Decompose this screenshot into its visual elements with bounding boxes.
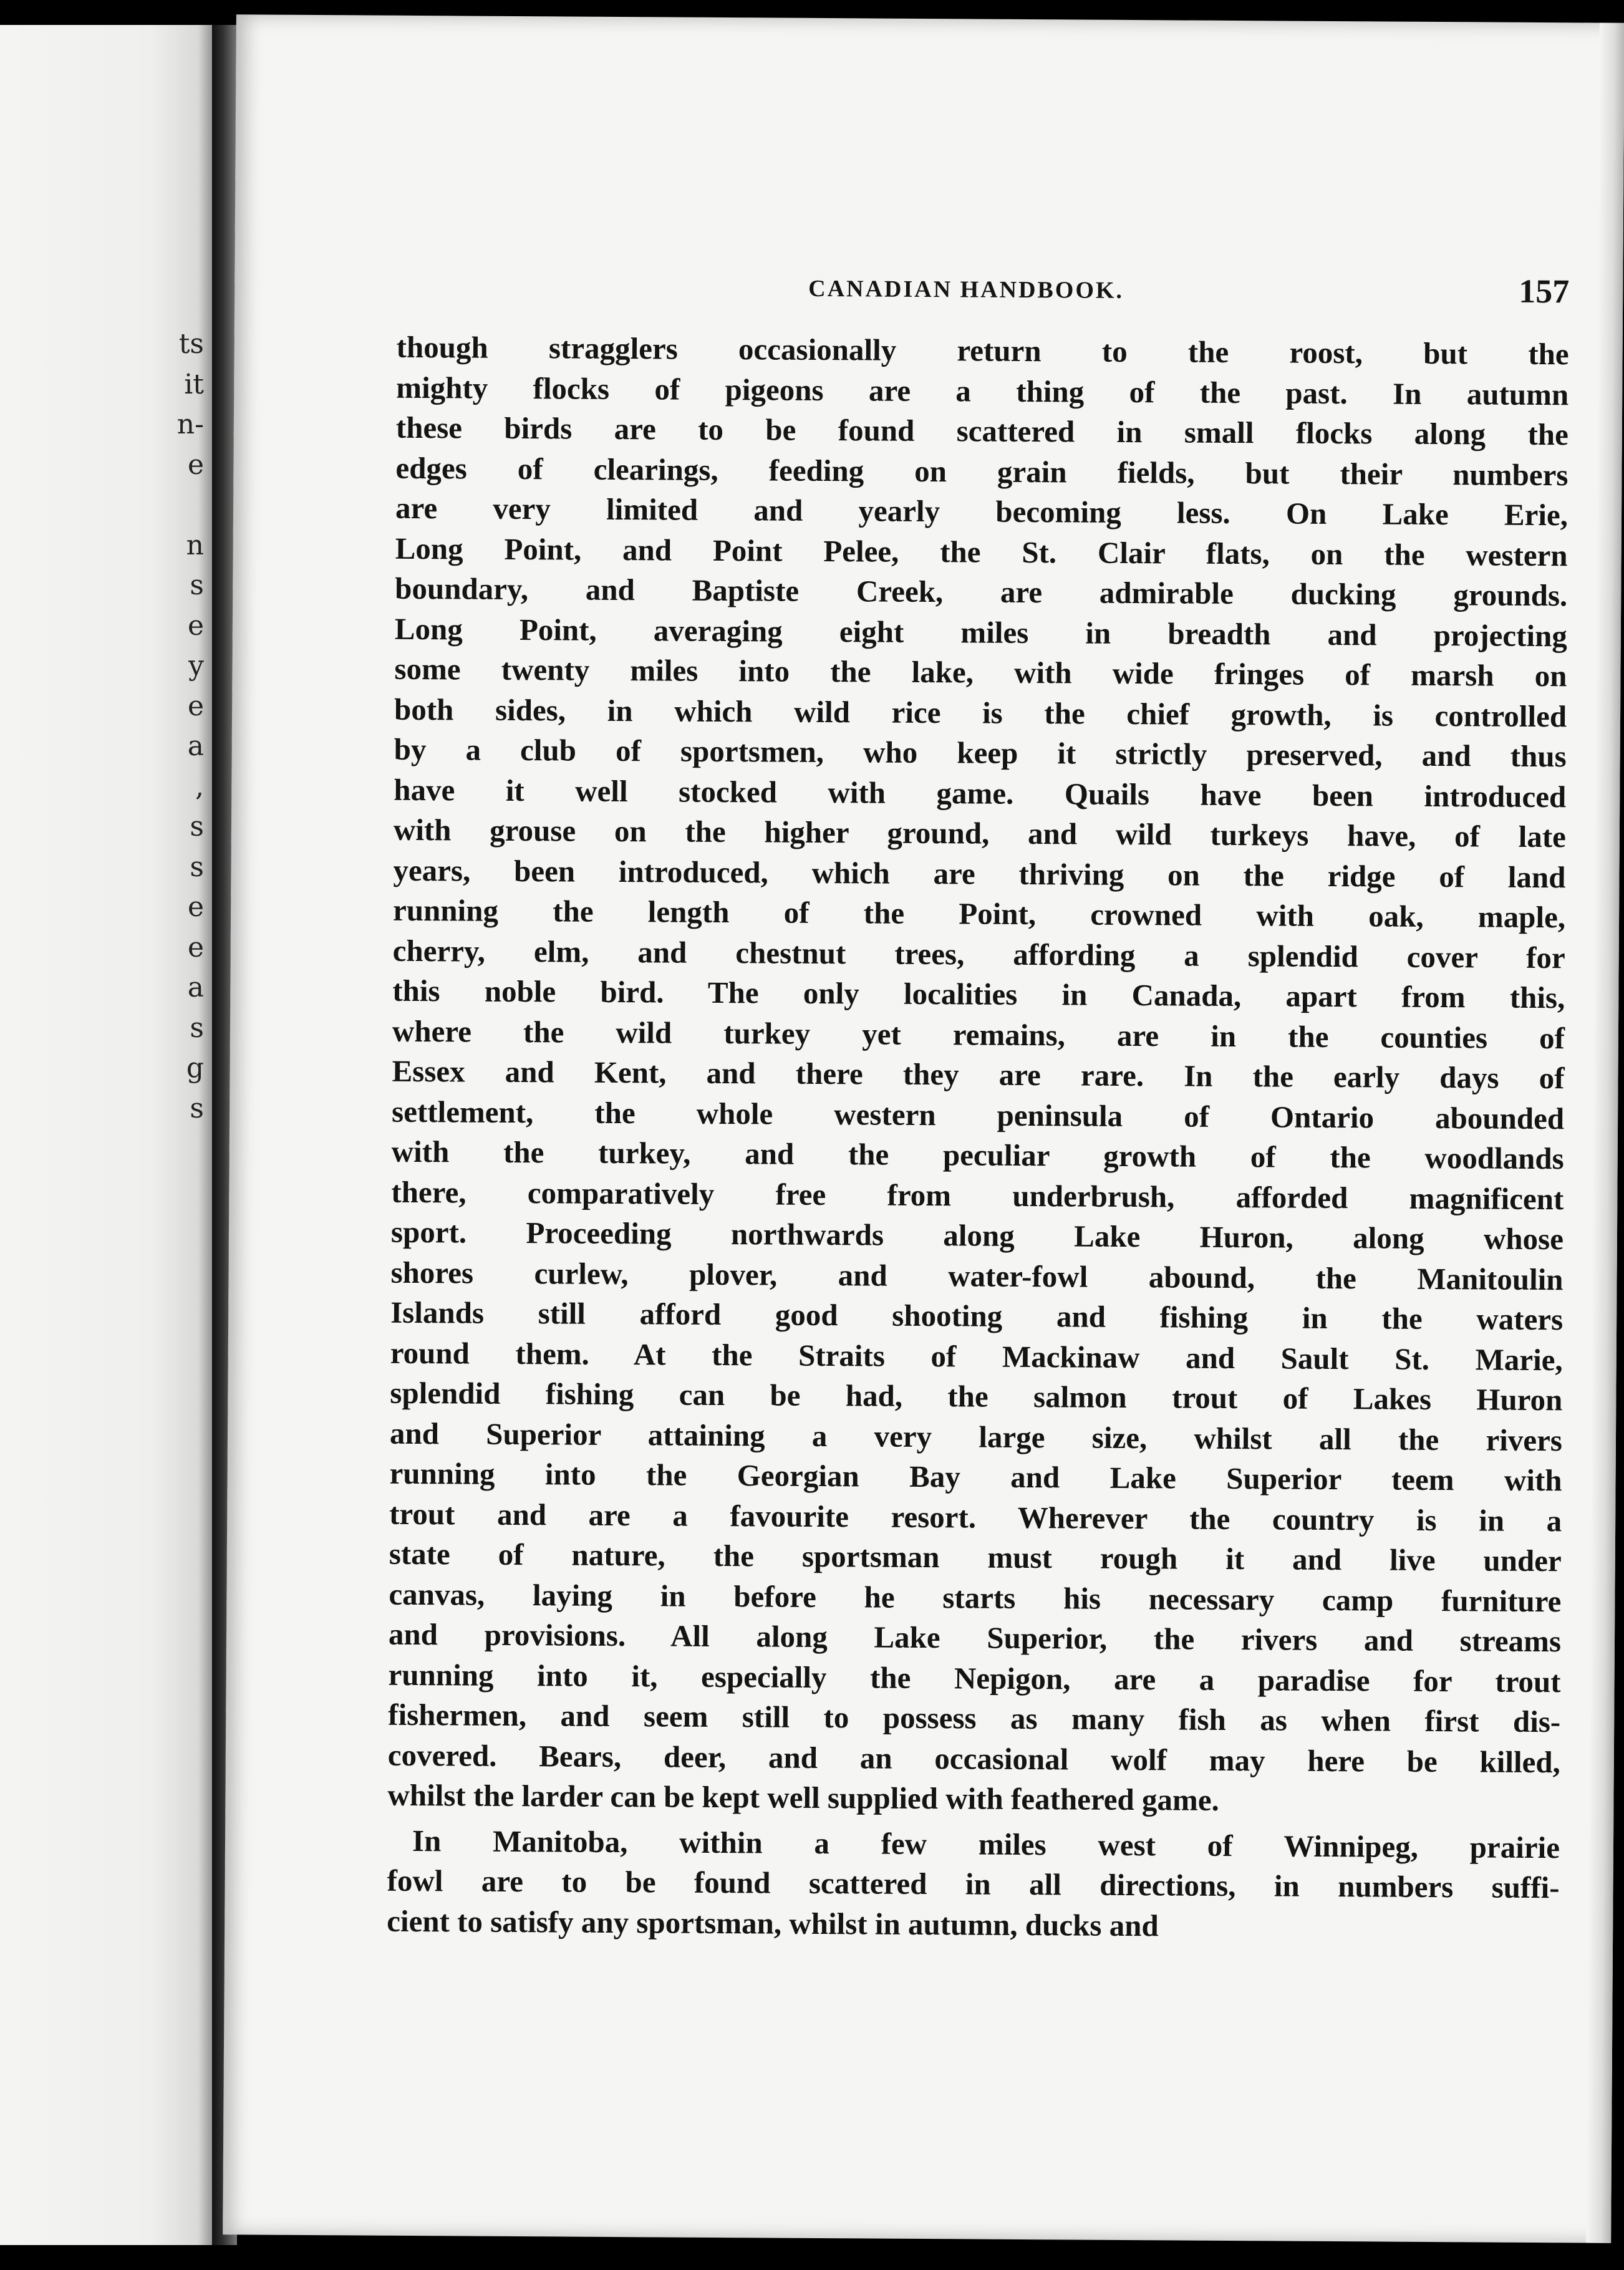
text-line: shores curlew, plover, and water-fowl abound, the Manitoulin [390,1255,1564,1297]
text-line: have it well stocked with game. Quails have been introduced [394,772,1567,814]
left-page-fragment: e [187,690,204,722]
left-page-fragment: g [186,1052,204,1084]
left-page-fragment: y [188,650,204,682]
main-page [223,14,1624,2243]
text-line: running into the Georgian Bay and Lake Superior teem with [389,1456,1562,1498]
text-line: settlement, the whole western peninsula of Ontario abounded [391,1094,1565,1136]
left-page-fragment: it [184,368,204,400]
left-page-fragment: s [190,1092,204,1124]
text-line: some twenty miles into the lake, with wide fringes of marsh on [394,651,1567,693]
text-line: years, been introduced, which are thriving on the ridge of land [393,852,1566,894]
left-page-fragment: e [187,891,204,923]
left-page-fragment: e [187,609,204,642]
text-line: mighty flocks of pigeons are a thing of the past. In autumn [396,370,1569,412]
page-edge [1586,23,1624,2243]
text-line: these birds are to be found scattered in small flocks along the [395,410,1568,452]
text-line: boundary, and Baptiste Creek, are admirable ducking grounds. [395,571,1568,613]
text-line: round them. At the Straits of Mackinaw and Sault St. Marie, [390,1335,1563,1377]
text-line: with grouse on the higher ground, and wild turkeys have, of late [393,812,1567,854]
text-line: and Superior attaining a very large size, whilst all the rivers [389,1416,1563,1457]
text-line: by a club of sportsmen, who keep it strictly preserved, and thus [394,732,1567,774]
text-line: sport. Proceeding northwards along Lake Huron, along whose [390,1214,1564,1257]
text-line: Long Point, averaging eight miles in breadth and projecting [394,611,1568,653]
text-line: running into it, especially the Nepigon, are a paradise for trout [388,1657,1561,1699]
left-page-fragment: s [190,569,204,601]
left-page-fragment: a [187,972,204,1003]
text-line: canvas, laying in before he starts his necessary camp furniture [389,1577,1562,1618]
running-title: CANADIAN HANDBOOK. [808,275,1124,304]
text-line: trout and are a favourite resort. Wherever the country is in a [389,1496,1562,1538]
text-line: splendid fishing can be had, the salmon trout of Lakes Huron [390,1375,1563,1418]
text-line: are very limited and yearly becoming less. On Lake Erie, [395,490,1568,533]
text-line: cient to satisfy any sportsman, whilst in autumn, ducks and [387,1903,1159,1943]
text-line: state of nature, the sportsman must rough it and live under [389,1536,1562,1578]
left-page-fragment: , [195,770,204,803]
text-line: running the length of the Point, crowned with oak, maple, [392,892,1566,935]
text-line: fishermen, and seem still to possess as many fish as when first dis- [388,1697,1561,1739]
text-line: fowl are to be found scattered in all directions, in numbers suffi- [387,1863,1560,1905]
text-line: Long Point, and Point Pelee, the St. Clair flats, on the western [395,531,1568,572]
left-page-fragment: e [187,931,204,964]
text-line: and provisions. All along Lake Superior, the rivers and streams [388,1616,1562,1659]
body-text [387,327,1569,1948]
text-line: whilst the larder can be kept well supplied with feathered game. [387,1777,1220,1817]
text-line: In Manitoba, within a few miles west of Winnipeg, prairie [412,1823,1560,1865]
left-page-fragment [167,485,204,526]
left-page-fragment: s [190,851,204,883]
text-line: where the wild turkey yet remains, are in the counties of [392,1013,1565,1055]
text-line: this noble bird. The only localities in Canada, apart from this, [392,973,1565,1015]
text-line: both sides, in which wild rice is the chief growth, is controlled [394,692,1567,733]
text-line: though stragglers occasionally return to the roost, but the [396,329,1569,372]
left-page-fragment: n- [176,408,204,440]
left-page-text-fragments [167,324,204,1129]
left-page-fragment: s [190,1012,204,1044]
text-line: with the turkey, and the peculiar growth of the woodlands [391,1134,1564,1176]
left-page-fragment: e [187,448,204,481]
text-line: covered. Bears, deer, and an occasional wolf may here be killed, [387,1737,1560,1779]
page-number: 157 [1519,272,1570,311]
text-line: Essex and Kent, and there they are rare. In the early days of [392,1053,1565,1096]
text-line: there, comparatively free from underbrush, afforded magnificent [391,1174,1564,1216]
running-head [422,265,1570,328]
left-page-fragment: ts [178,328,204,360]
left-facing-page [0,25,215,2245]
text-line: edges of clearings, feeding on grain fields, but their numbers [395,450,1568,492]
left-page-fragment: s [190,811,204,843]
left-page-fragment: a [187,730,204,762]
text-line: Islands still afford good shooting and fishing in the waters [390,1295,1564,1337]
left-page-fragment: n [186,529,204,561]
text-line: cherry, elm, and chestnut trees, affording a splendid cover for [392,933,1565,975]
